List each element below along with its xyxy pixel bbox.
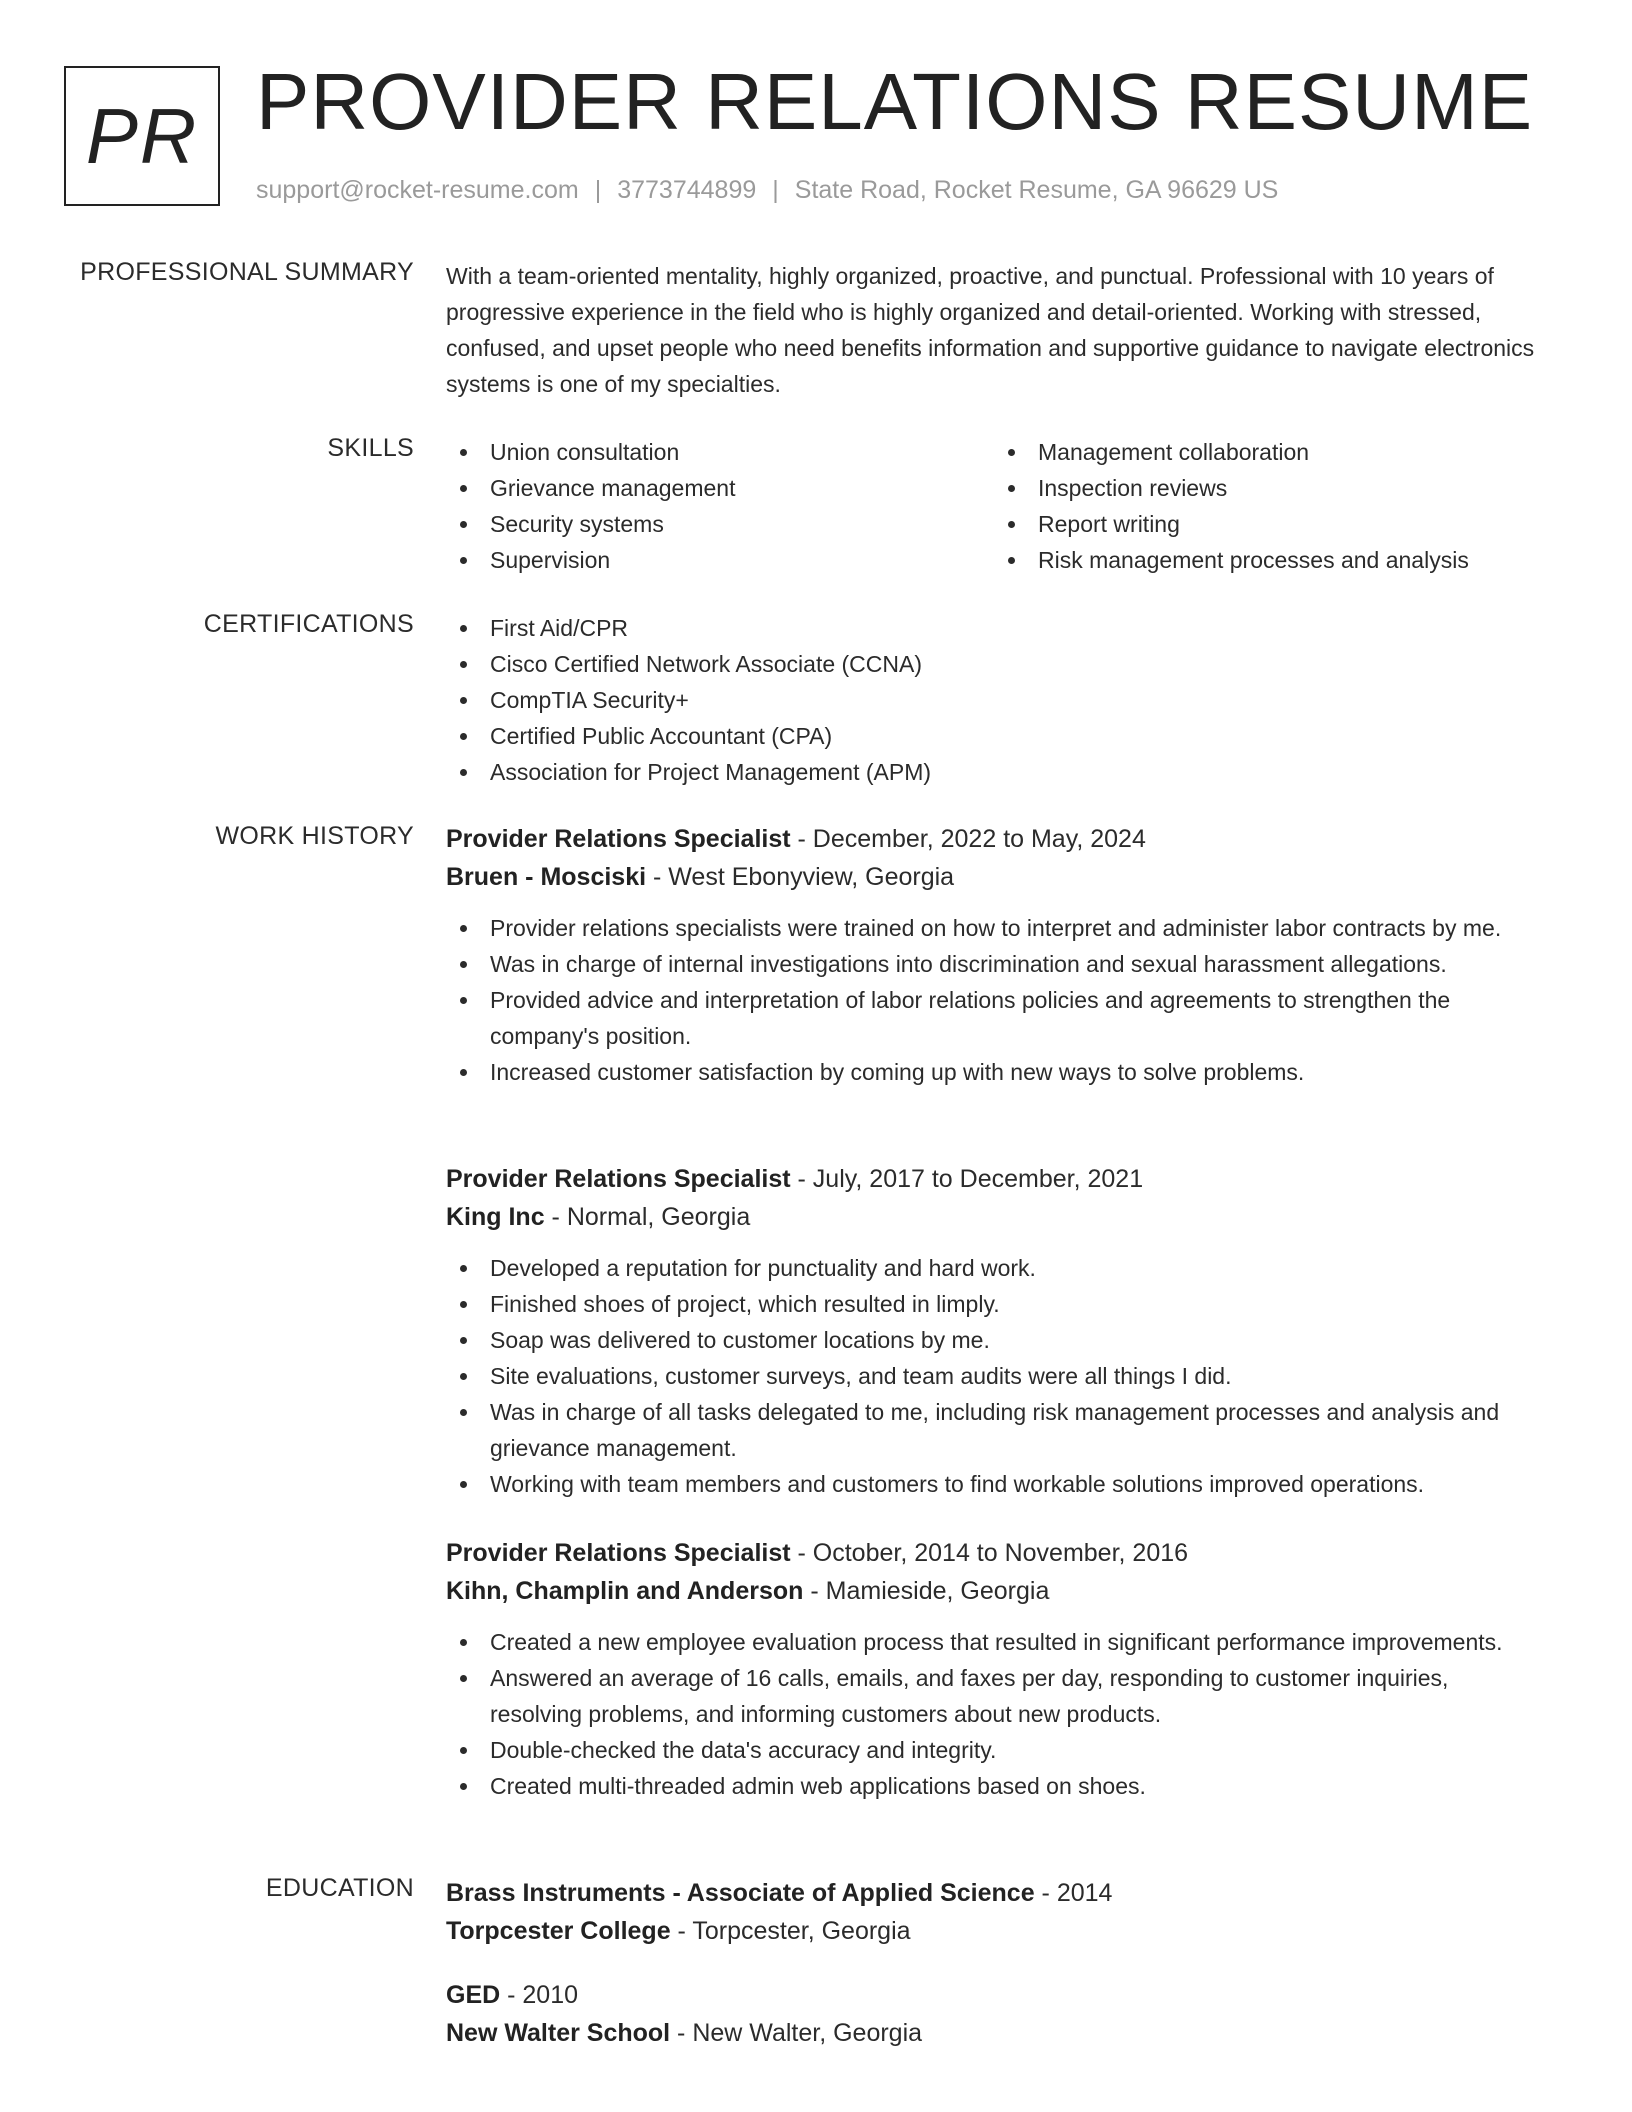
certification-item: Association for Project Management (APM) [446,754,1546,790]
certification-item: First Aid/CPR [446,610,1546,646]
job-bullet: Created a new employee evaluation process that resulted in significant performance improvements. [446,1624,1546,1660]
contact-separator: | [772,176,779,204]
contact-address: State Road, Rocket Resume, GA 96629 US [794,176,1279,204]
education-location: - Torpcester, Georgia [670,1917,911,1945]
skills-list-left [446,434,994,578]
skill-item: Security systems [446,506,994,542]
skill-item: Supervision [446,542,994,578]
monogram-logo: PR [64,66,220,206]
contact-line [256,176,1278,205]
job-bullet: Working with team members and customers to find workable solutions improved operations. [446,1466,1546,1502]
contact-separator: | [594,176,602,204]
job-title-line [446,1534,1546,1572]
job-bullet: Created multi-threaded admin web applications based on shoes. [446,1768,1546,1804]
job-bullets [446,1250,1546,1502]
certifications-list [446,610,1546,790]
job-bullet: Provider relations specialists were trained on how to interpret and administer labor contracts by me. [446,910,1546,946]
education-location: - New Walter, Georgia [670,2019,923,2047]
skill-item: Union consultation [446,434,994,470]
education-label: EDUCATION [265,1874,414,1902]
skills-label: SKILLS [327,434,414,462]
job-dates: - December, 2022 to May, 2024 [790,825,1146,853]
education-degree: Brass Instruments - Associate of Applied Science [446,1879,1035,1907]
job-bullet: Site evaluations, customer surveys, and team audits were all things I did. [446,1358,1546,1394]
job-bullet: Finished shoes of project, which resulted in limply. [446,1286,1546,1322]
job-company-line [446,858,1546,896]
job-bullet: Provided advice and interpretation of labor relations policies and agreements to strengthen the company's position. [446,982,1546,1054]
skill-item: Risk management processes and analysis [994,542,1542,578]
certification-item: Certified Public Accountant (CPA) [446,718,1546,754]
work-history-label: WORK HISTORY [215,822,414,850]
job-company-line [446,1198,1546,1236]
education-year: - 2014 [1034,1879,1113,1907]
job-dates: - October, 2014 to November, 2016 [790,1539,1189,1567]
certifications-label: CERTIFICATIONS [203,610,414,638]
resume-title: PROVIDER RELATIONS RESUME [256,57,1534,146]
job-bullet: Was in charge of internal investigations into discrimination and sexual harassment allegations. [446,946,1546,982]
job-bullet: Answered an average of 16 calls, emails, and faxes per day, responding to customer inquiries, resolving problems, and informing customers about new products. [446,1660,1546,1732]
education-year: - 2010 [500,1981,579,2009]
skills-list-right [994,434,1542,578]
skill-item: Management collaboration [994,434,1542,470]
job-company: Bruen - Mosciski [446,863,647,891]
job-title: Provider Relations Specialist [446,1539,791,1567]
job-title: Provider Relations Specialist [446,825,791,853]
job-bullet: Was in charge of all tasks delegated to me, including risk management processes and analysis and grievance management. [446,1394,1546,1466]
job-bullets [446,1624,1546,1804]
job-bullets [446,910,1546,1090]
education-school-line [446,2014,1546,2052]
skill-item: Inspection reviews [994,470,1542,506]
education-degree-line [446,1874,1546,1912]
skill-item: Report writing [994,506,1542,542]
skill-item: Grievance management [446,470,994,506]
education-entry [446,1874,1546,1950]
job-dates: - July, 2017 to December, 2021 [790,1165,1144,1193]
job-bullet: Increased customer satisfaction by coming up with new ways to solve problems. [446,1054,1546,1090]
job-company: Kihn, Champlin and Anderson [446,1577,804,1605]
job-bullet: Double-checked the data's accuracy and integrity. [446,1732,1546,1768]
education-degree: GED [446,1981,501,2009]
education-degree-line [446,1976,1546,2014]
education-school: Torpcester College [446,1917,671,1945]
job-bullet: Developed a reputation for punctuality and hard work. [446,1250,1546,1286]
job-location: - West Ebonyview, Georgia [646,863,955,891]
certification-item: Cisco Certified Network Associate (CCNA) [446,646,1546,682]
job-location: - Mamieside, Georgia [803,1577,1050,1605]
contact-email[interactable]: support@rocket-resume.com [256,176,579,204]
summary-label: PROFESSIONAL SUMMARY [80,258,414,286]
education-entry [446,1976,1546,2052]
job-company-line [446,1572,1546,1610]
education-school: New Walter School [446,2019,671,2047]
job-title-line [446,1160,1546,1198]
job-company: King Inc [446,1203,545,1231]
job-bullet: Soap was delivered to customer locations by me. [446,1322,1546,1358]
job-title-line [446,820,1546,858]
certification-item: CompTIA Security+ [446,682,1546,718]
job-location: - Normal, Georgia [544,1203,751,1231]
summary-text: With a team-oriented mentality, highly organized, proactive, and punctual. Professional with 10 years of progressive experience in the field who is highly organized and detail-oriented. Working with stressed, confused, and upset people who need benefits information and supportive guidance to navigate electronics systems is one of my specialties. [446,263,1535,397]
education-school-line [446,1912,1546,1950]
job-title: Provider Relations Specialist [446,1165,791,1193]
contact-phone[interactable]: 3773744899 [617,176,757,204]
